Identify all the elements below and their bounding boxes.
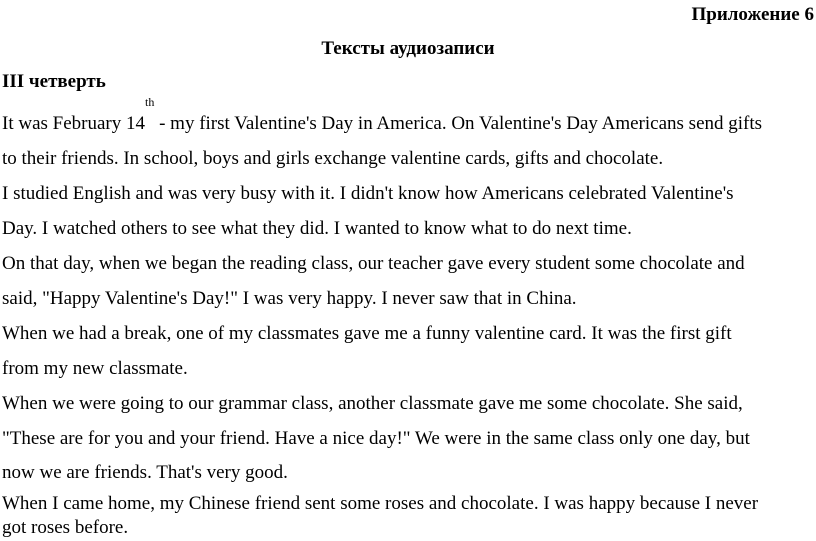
paragraph-1	[2, 95, 816, 176]
line-text: It was February 14	[2, 113, 145, 134]
paragraph-line: said, "Happy Valentine's Day!" I was very happy. I never saw that in China.	[2, 287, 577, 309]
paragraph-line	[2, 95, 816, 142]
paragraph-line: to their friends. In school, boys and girls exchange valentine cards, gifts and chocolate.	[2, 147, 664, 169]
paragraph-line: I studied English and was very busy with it. I didn't know how Americans celebrated Valentine's	[2, 183, 734, 204]
page-title: Тексты аудиозаписи	[321, 38, 495, 59]
line-text: - my first Valentine's Day in America. On Valentine's Day Americans send gifts	[154, 113, 763, 134]
paragraph-line: "These are for you and your friend. Have a nice day!" We were in the same class only one day, but	[2, 427, 750, 449]
appendix-label: Приложение 6	[691, 4, 814, 25]
paragraph-line: from my new classmate.	[2, 357, 188, 379]
paragraph-5	[2, 387, 816, 491]
transcript-body	[2, 95, 816, 541]
paragraph-line: now we are friends. That's very good.	[2, 462, 288, 483]
paragraph-line: Day. I watched others to see what they did. I wanted to know what to do next time.	[2, 217, 632, 239]
paragraph-line: When we were going to our grammar class, another classmate gave me some chocolate. She said,	[2, 393, 743, 414]
paragraph-2	[2, 177, 816, 246]
paragraph-line: When we had a break, one of my classmates gave me a funny valentine card. It was the first gift	[2, 323, 732, 344]
paragraph-line: When I came home, my Chinese friend sent some roses and chocolate. I was happy because I never	[2, 492, 759, 514]
paragraph-3	[2, 247, 816, 316]
date-superscript: th	[145, 95, 155, 109]
section-heading: III четверть	[2, 71, 106, 92]
paragraph-4	[2, 317, 816, 386]
paragraph-6	[2, 492, 816, 540]
paragraph-line: got roses before.	[2, 516, 129, 538]
paragraph-line: On that day, when we began the reading class, our teacher gave every student some chocolate and	[2, 253, 745, 274]
